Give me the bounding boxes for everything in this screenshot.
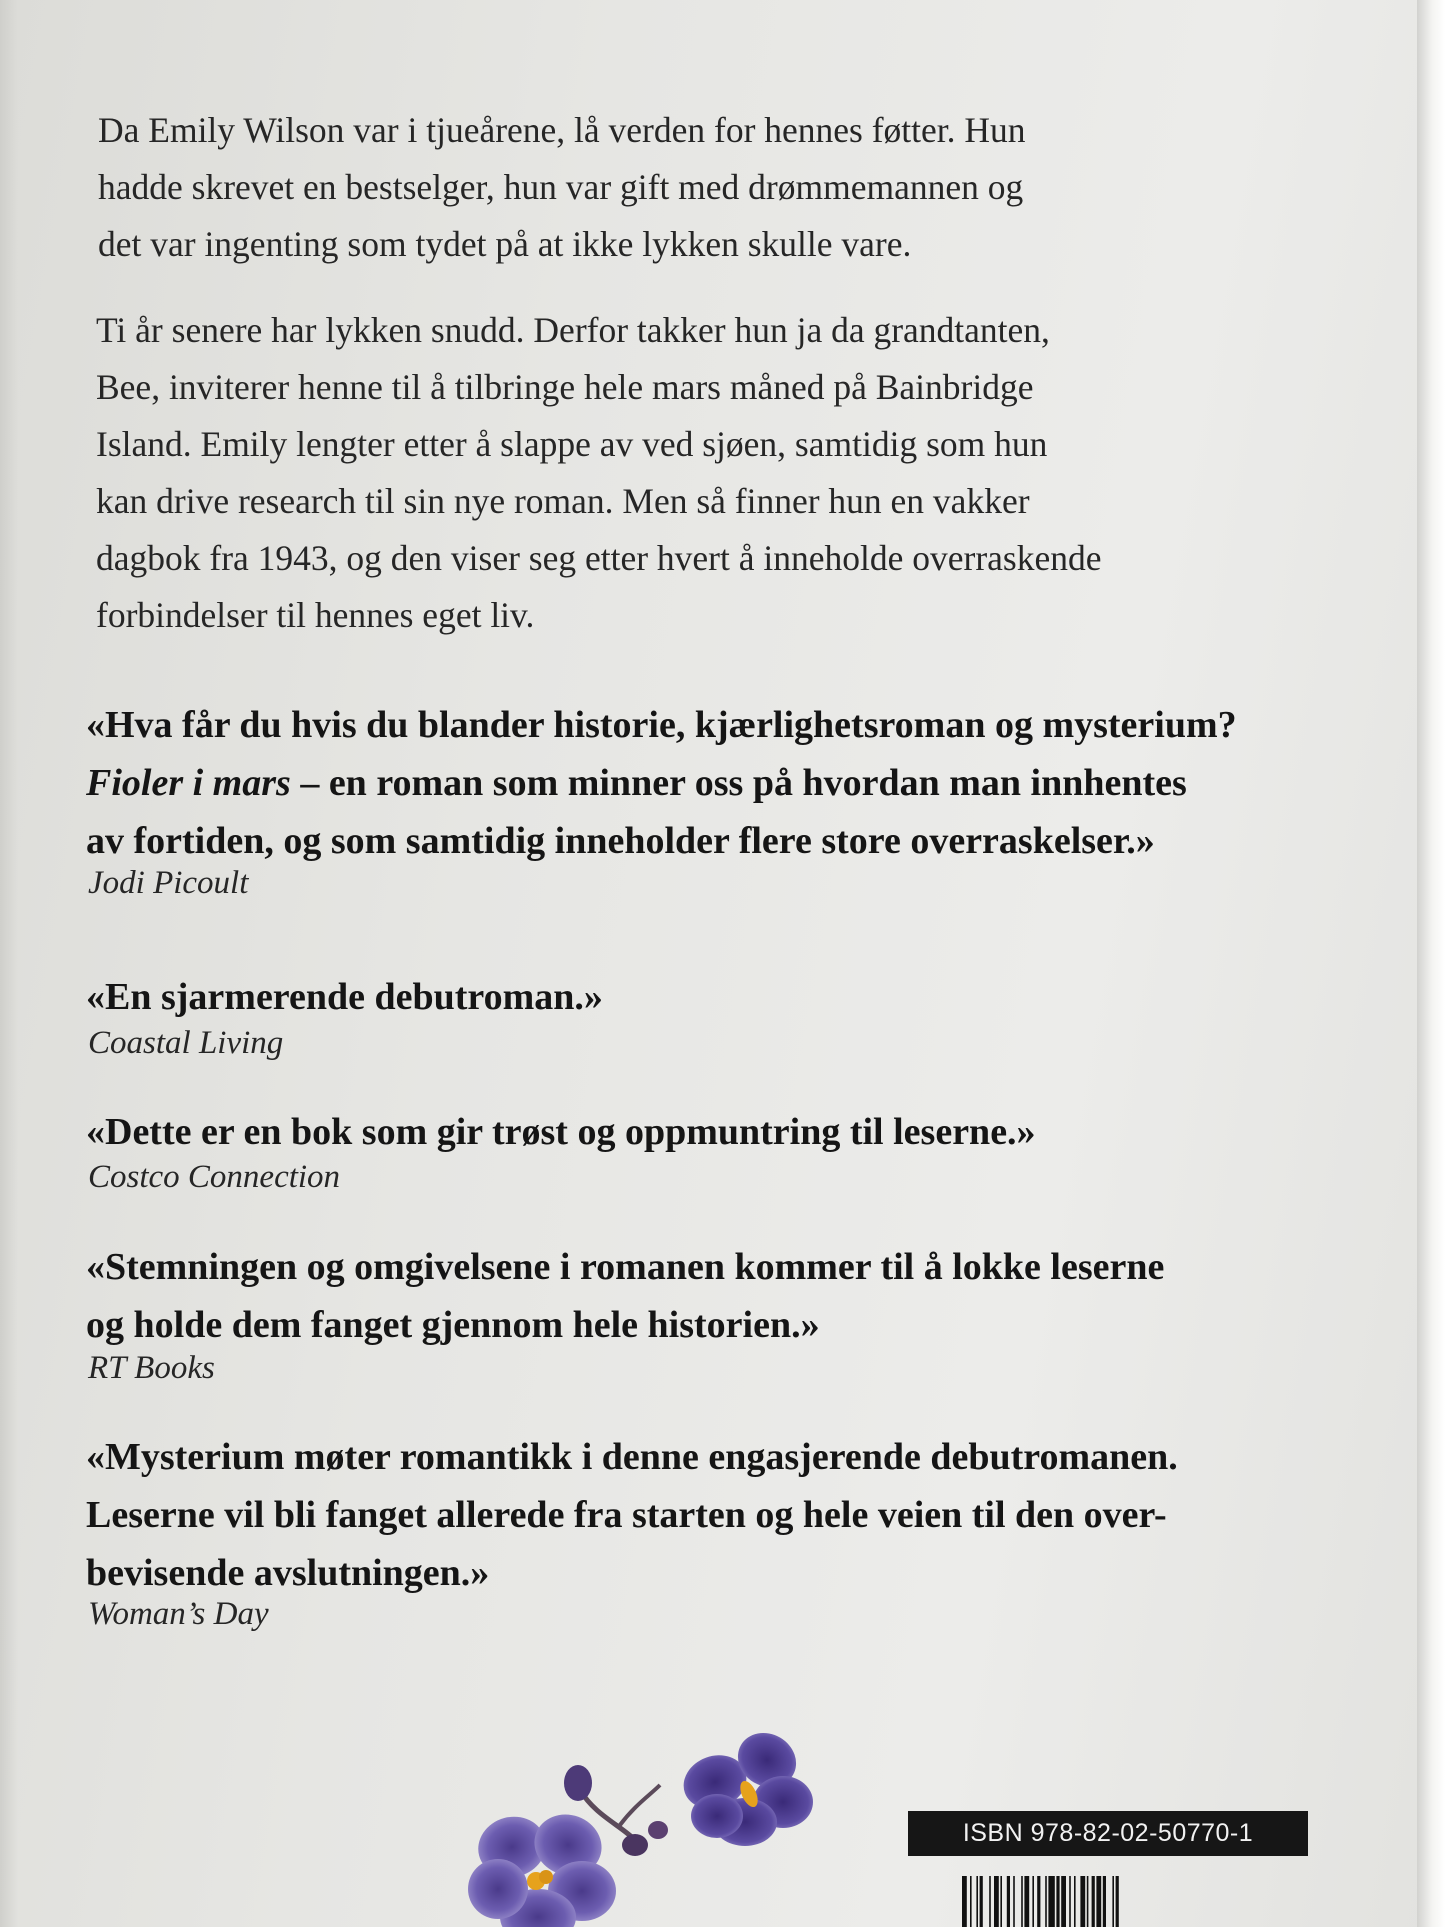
quote-line: bevisende avslutningen.»: [86, 1552, 490, 1594]
blurb-line: dagbok fra 1943, og den viser seg etter hvert å inneholde overraskende: [96, 538, 1102, 578]
quote-source-rt-books: RT Books: [88, 1350, 215, 1386]
quote-line: av fortiden, og som samtidig inneholder flere store overraskelser.»: [86, 820, 1155, 862]
flower-bud: [622, 1834, 648, 1856]
cover-edge-highlight: [1417, 0, 1445, 1927]
quote-source-coastal-living: Coastal Living: [88, 1025, 284, 1061]
quote-line: og holde dem fanget gjennom hele historien.»: [86, 1304, 820, 1346]
quote-line: Leserne vil bli fanget allerede fra starten og hele veien til den over-: [86, 1494, 1167, 1536]
blurb-line: forbindelser til hennes eget liv.: [96, 595, 535, 635]
blurb-line: Ti år senere har lykken snudd. Derfor takker hun ja da grandtanten,: [96, 310, 1050, 350]
review-quote-womans-day: [86, 1428, 1356, 1602]
quote-line: [86, 754, 1356, 812]
quote-line: «En sjarmerende debutroman.»: [86, 976, 603, 1018]
blurb-line: det var ingenting som tydet på at ikke lykken skulle vare.: [98, 224, 912, 264]
barcode: [962, 1876, 1272, 1927]
quote-line: «Dette er en bok som gir trøst og oppmuntring til leserne.»: [86, 1111, 1036, 1153]
blurb-line: Island. Emily lengter etter å slappe av ved sjøen, samtidig som hun: [96, 424, 1048, 464]
violet-flower-right: [676, 1725, 813, 1846]
isbn-label: ISBN 978-82-02-50770-1: [908, 1811, 1308, 1856]
quote-line: «Stemningen og omgivelsene i romanen kommer til å lokke leserne: [86, 1246, 1165, 1288]
blurb-line: Bee, inviterer henne til å tilbringe hele mars måned på Bainbridge: [96, 367, 1034, 407]
violet-flowers-illustration: [460, 1725, 840, 1927]
blurb-line: Da Emily Wilson var i tjueårene, lå verden for hennes føtter. Hun: [98, 110, 1026, 150]
blurb-line: kan drive research til sin nye roman. Men så finner hun en vakker: [96, 481, 1030, 521]
review-quote-jodi-picoult: [86, 696, 1356, 870]
cover-edge-shadow: [0, 0, 18, 1927]
quote-line: «Hva får du hvis du blander historie, kjærlighetsroman og mysterium?: [86, 704, 1237, 746]
quote-line: «Mysterium møter romantikk i denne engasjerende debutromanen.: [86, 1436, 1178, 1478]
review-quote-costco-connection: [86, 1103, 1356, 1161]
blurb-paragraph-1: [98, 102, 1278, 273]
flower-bud: [564, 1765, 592, 1801]
review-quote-coastal-living: [86, 968, 1356, 1026]
blurb-paragraph-2: [96, 302, 1276, 644]
blurb-line: hadde skrevet en bestselger, hun var gift med drømmemannen og: [98, 167, 1024, 207]
quote-source-costco-connection: Costco Connection: [88, 1159, 341, 1195]
review-quote-rt-books: [86, 1238, 1356, 1354]
quote-source-jodi-picoult: Jodi Picoult: [88, 865, 249, 901]
violet-flower-left: [468, 1805, 616, 1927]
book-title: Fioler i mars: [86, 762, 291, 804]
quote-line-rest: – en roman som minner oss på hvordan man innhentes: [290, 762, 1187, 804]
flower-bud: [648, 1821, 668, 1839]
quote-source-womans-day: Woman’s Day: [88, 1596, 269, 1632]
